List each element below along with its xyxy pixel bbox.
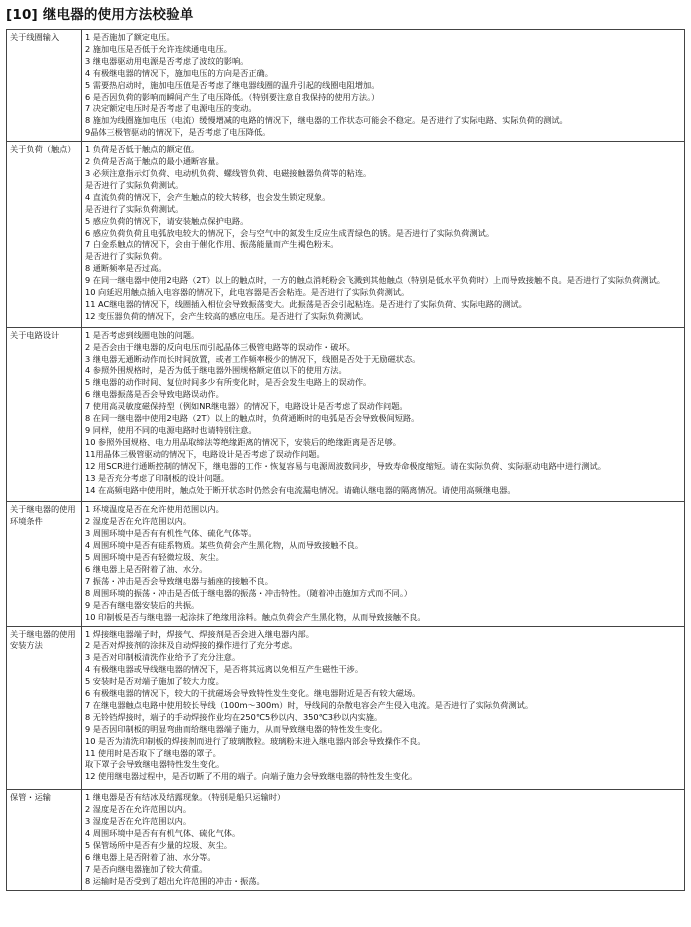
- checklist-item: 6 继电器上是否附着了油、水分。: [85, 563, 208, 574]
- checklist-item: 5 继电器的动作时间、复位时间多少有所变化时，是否会发生电路上的误动作。: [85, 377, 372, 388]
- checklist-item: 8 无铃铛焊接时，端子的手动焊接作业均在250℃5秒以内、350℃3秒以内实施。: [85, 711, 383, 722]
- page-title: [10] 继电器的使用方法校验单: [6, 7, 194, 23]
- section-category-label: 关于线圈输入: [10, 32, 60, 42]
- checklist-item: 2 是否会由于继电器的反向电压而引起晶体三极管电路等的误动作・破坏。: [85, 341, 355, 352]
- checklist-item: 2 湿度是否在允许范围以内。: [85, 516, 192, 527]
- checklist-item: 3 湿度是否在允许范围以内。: [85, 816, 192, 827]
- checklist-item: 13 是否充分考虑了印制板的设计问题。: [85, 472, 230, 483]
- section-items-cell: [82, 502, 685, 626]
- checklist-item: 5 安装时是否对端子施加了较大力度。: [85, 676, 224, 687]
- checklist-item: 14 在高频电路中使用时，触点处于断开状态时仍然会有电流漏电情况。请确认继电器的隔离情况。请使用高频继电器。: [85, 484, 516, 495]
- checklist-item: 9晶体三极管驱动的情况下，是否考虑了电压降低。: [85, 127, 271, 138]
- section-category-label: 关于电路设计: [10, 329, 60, 340]
- checklist-item: 10 向延迟用触点插入电容器的情况下，此电容器是否会粘连。是否进行了实际负荷测试。: [85, 287, 410, 298]
- checklist-item: 5 感应负荷的情况下，请安装触点保护电路。: [85, 215, 249, 226]
- checklist-item: 5 周围环境中是否有轻微垃圾、灰尘。: [85, 552, 224, 563]
- section-category-cell: [7, 502, 82, 626]
- section-category-cell: [7, 30, 82, 142]
- checklist-item: 9 在同一继电器中使用2电路（2T）以上的触点时，一方的触点消耗粉会飞溅到其他触点（特别是低水平负荷时）上而导致接触不良。是否进行了实际负荷测试。: [85, 275, 665, 286]
- checklist-item: 9 同样，使用不同的电源电路时也请特别注意。: [85, 425, 257, 435]
- checklist-item: 7 决定额定电压时是否考虑了电源电压的变动。: [85, 103, 257, 114]
- section-spacer: [85, 323, 681, 325]
- section-category-label: 关于负荷（触点）: [10, 144, 76, 155]
- section-items-cell: [82, 327, 685, 502]
- section-category-label: 保管・运输: [10, 792, 51, 803]
- checklist-item: 12 用SCR进行通断控制的情况下，继电器的工作・恢复容易与电源周波数同步，导致寿命极度缩短。请在实际负荷、实际驱动电路中进行测试。: [85, 460, 606, 471]
- checklist-item: 7 使用高灵敏度磁保持型（例如NR继电器）的情况下，电路设计是否考虑了误动作问题。: [85, 401, 408, 412]
- section-spacer: [85, 496, 681, 499]
- section-items-cell: [82, 790, 685, 890]
- checklist-item: 2 湿度是否在允许范围以内。: [85, 804, 192, 815]
- section-category-cell: [7, 790, 82, 890]
- section-items-cell: [82, 142, 685, 328]
- checklist-item: 2 施加电压是否低于允许连续通电电压。: [85, 43, 232, 54]
- checklist-item: 7 白金系触点的情况下，会由于催化作用、振荡能量而产生褐色粉末。: [85, 239, 339, 250]
- checklist-item: 5 需要热启动时，施加电压值是否考虑了继电器线圈的温升引起的线圈电阻增加。: [85, 79, 380, 90]
- checklist-body: [7, 30, 685, 891]
- checklist-item: 是否进行了实际负荷测试。: [85, 203, 184, 214]
- checklist-item: 1 是否施加了额定电压。: [85, 32, 175, 42]
- checklist-item: 是否进行了实际负荷。: [85, 251, 167, 262]
- checklist-item: 8 周围环境的振荡・冲击是否低于继电器的振荡・冲击特性。（随着冲击施加方式而不同。）: [85, 587, 413, 598]
- checklist-item: 9 是否因印制板的明显弯曲而给继电器端子施力，从而导致继电器的特性发生变化。: [85, 723, 388, 734]
- checklist-item: 3 周围环境中是否有有机性气体、硫化气体等。: [85, 528, 257, 539]
- checklist-item: 8 通断频率是否过高。: [85, 263, 167, 274]
- checklist-item: 2 负荷是否高于触点的最小通断容量。: [85, 156, 224, 167]
- checklist-item: 4 参照外围规格时，是否为低于继电器外围规格额定值以下的使用方法。: [85, 365, 347, 376]
- checklist-item: 取下罩子会导致继电器特性发生变化。: [85, 759, 225, 770]
- checklist-item: 11 使用时是否取下了继电器的罩子。: [85, 747, 221, 758]
- checklist-item: 1 继电器是否有结冰及结露现象。（特别是船只运输时）: [85, 792, 286, 803]
- section-items-cell: [82, 626, 685, 790]
- section-category-label: 关于继电器的使用安装方法: [10, 628, 76, 651]
- checklist-item: 1 环境温度是否在允许使用范围以内。: [85, 504, 224, 515]
- checklist-item: 6 继电器上是否附着了油、水分等。: [85, 851, 216, 862]
- checklist-item: 11用晶体三极管驱动的情况下，电路设计是否考虑了误动作问题。: [85, 448, 325, 459]
- checklist-item: 3 是否对印制板清洗作业给予了充分注意。: [85, 652, 241, 663]
- checklist-item: 1 负荷是否低于触点的额定值。: [85, 144, 200, 155]
- section-spacer: [85, 783, 681, 787]
- checklist-item: 10 印制板是否与继电器一起涂抹了绝缘用涂料。触点负荷会产生黑化物，从而导致接触不良。: [85, 611, 426, 622]
- section-category-cell: [7, 142, 82, 328]
- checklist-item: 8 运输时是否受到了超出允许范围的冲击・振荡。: [85, 875, 265, 886]
- checklist-item: 7 在继电器触点电路中使用较长导线（100m～300m）时，导线间的杂散电容会产生侵入电流。是否进行了实际负荷测试。: [85, 699, 534, 710]
- checklist-item: 3 必须注意指示灯负荷、电动机负荷、螺线管负荷、电磁接触器负荷等的粘连。: [85, 167, 372, 178]
- checklist-item: 5 保管场所中是否有少量的垃圾、灰尘。: [85, 839, 232, 850]
- checklist-item: 4 周围环境中是否有硅系物质。某些负荷会产生黑化物，从而导致接触不良。: [85, 540, 364, 551]
- checklist-item: 6 感应负荷负荷且电弧放电较大的情况下，会与空气中的氮发生反应生成青绿色的锈。是否进行了实际负荷测试。: [85, 227, 495, 238]
- checklist-section-row: [7, 502, 685, 626]
- checklist-item: 6 是否因负荷的影响而瞬间产生了电压降低。（特别要注意自我保持的使用方法。）: [85, 91, 380, 102]
- checklist-item: 9 是否有继电器安装后的共振。: [85, 599, 200, 610]
- checklist-item: 7 是否向继电器施加了较大荷重。: [85, 863, 208, 874]
- checklist-table: [6, 29, 685, 891]
- checklist-section-row: [7, 30, 685, 142]
- section-category-cell: [7, 626, 82, 790]
- checklist-item: 7 振荡・冲击是否会导致继电器与插座的接触不良。: [85, 575, 273, 586]
- checklist-item: 10 参照外国规格、电力用品取缔法等绝缘距离的情况下，安装后的绝缘距离是否足够。: [85, 436, 401, 447]
- checklist-item: 10 是否为清洗印制板的焊接剂而进行了玻璃散粒。玻璃粉末进入继电器内部会导致操作不良。: [85, 735, 426, 746]
- checklist-item: 4 有极继电器的情况下，施加电压的方向是否正确。: [85, 67, 273, 78]
- checklist-item: 12 使用继电器过程中，是否切断了不用的端子。向端子施力会导致继电器的特性发生变化。: [85, 771, 418, 782]
- checklist-item: 11 AC继电器的情况下，线圈插入相位会导致振荡变大。此振荡是否会引起粘连。是否进行了实际负荷、实际电路的测试。: [85, 298, 527, 309]
- checklist-section-row: [7, 790, 685, 890]
- section-items-cell: [82, 30, 685, 142]
- checklist-item: 4 有极继电器或导线继电器的情况下，是否将其远离以免相互产生磁性干涉。: [85, 664, 364, 675]
- checklist-item: 1 是否考虑到线圈电蚀的问题。: [85, 329, 200, 340]
- checklist-section-row: [7, 626, 685, 790]
- checklist-item: 是否进行了实际负荷测试。: [85, 179, 184, 190]
- checklist-item: 1 焊接继电器端子时，焊接气、焊接剂是否会进入继电器内部。: [85, 628, 314, 639]
- checklist-item: 3 继电器无通断动作而长时间放置，或者工作频率极少的情况下，线圈是否处于无励磁状态。: [85, 353, 421, 364]
- checklist-item: 3 继电器驱动用电源是否考虑了波纹的影响。: [85, 55, 249, 66]
- checklist-section-row: [7, 327, 685, 502]
- checklist-item: 4 直流负荷的情况下，会产生触点的较大转移，也会发生锁定现象。: [85, 191, 331, 202]
- checklist-item: 8 施加为线圈施加电压（电流）缓慢增减的电路的情况下，继电器的工作状态可能会不稳定。是否进行了实际电路、实际负荷的测试。: [85, 115, 568, 126]
- checklist-item: 6 继电器振荡是否会导致电路误动作。: [85, 389, 224, 400]
- checklist-item: 12 变压器负荷的情况下，会产生较高的感应电压。是否进行了实际负荷测试。: [85, 310, 369, 321]
- checklist-item: 4 周围环境中是否有有机气体、硫化气体。: [85, 828, 241, 838]
- checklist-item: 8 在同一继电器中使用2电路（2T）以上的触点时，负荷通断时的电弧是否会导致极间短路。: [85, 413, 420, 424]
- section-category-cell: [7, 327, 82, 502]
- checklist-section-row: [7, 142, 685, 328]
- section-category-label: 关于继电器的使用环境条件: [10, 504, 76, 527]
- checklist-item: 2 是否对焊接剂的涂抹及自动焊接的操作进行了充分考虑。: [85, 640, 298, 651]
- checklist-item: 6 有极继电器的情况下，较大的干扰磁场会导致特性发生变化。继电器附近是否有较大磁场。: [85, 688, 421, 699]
